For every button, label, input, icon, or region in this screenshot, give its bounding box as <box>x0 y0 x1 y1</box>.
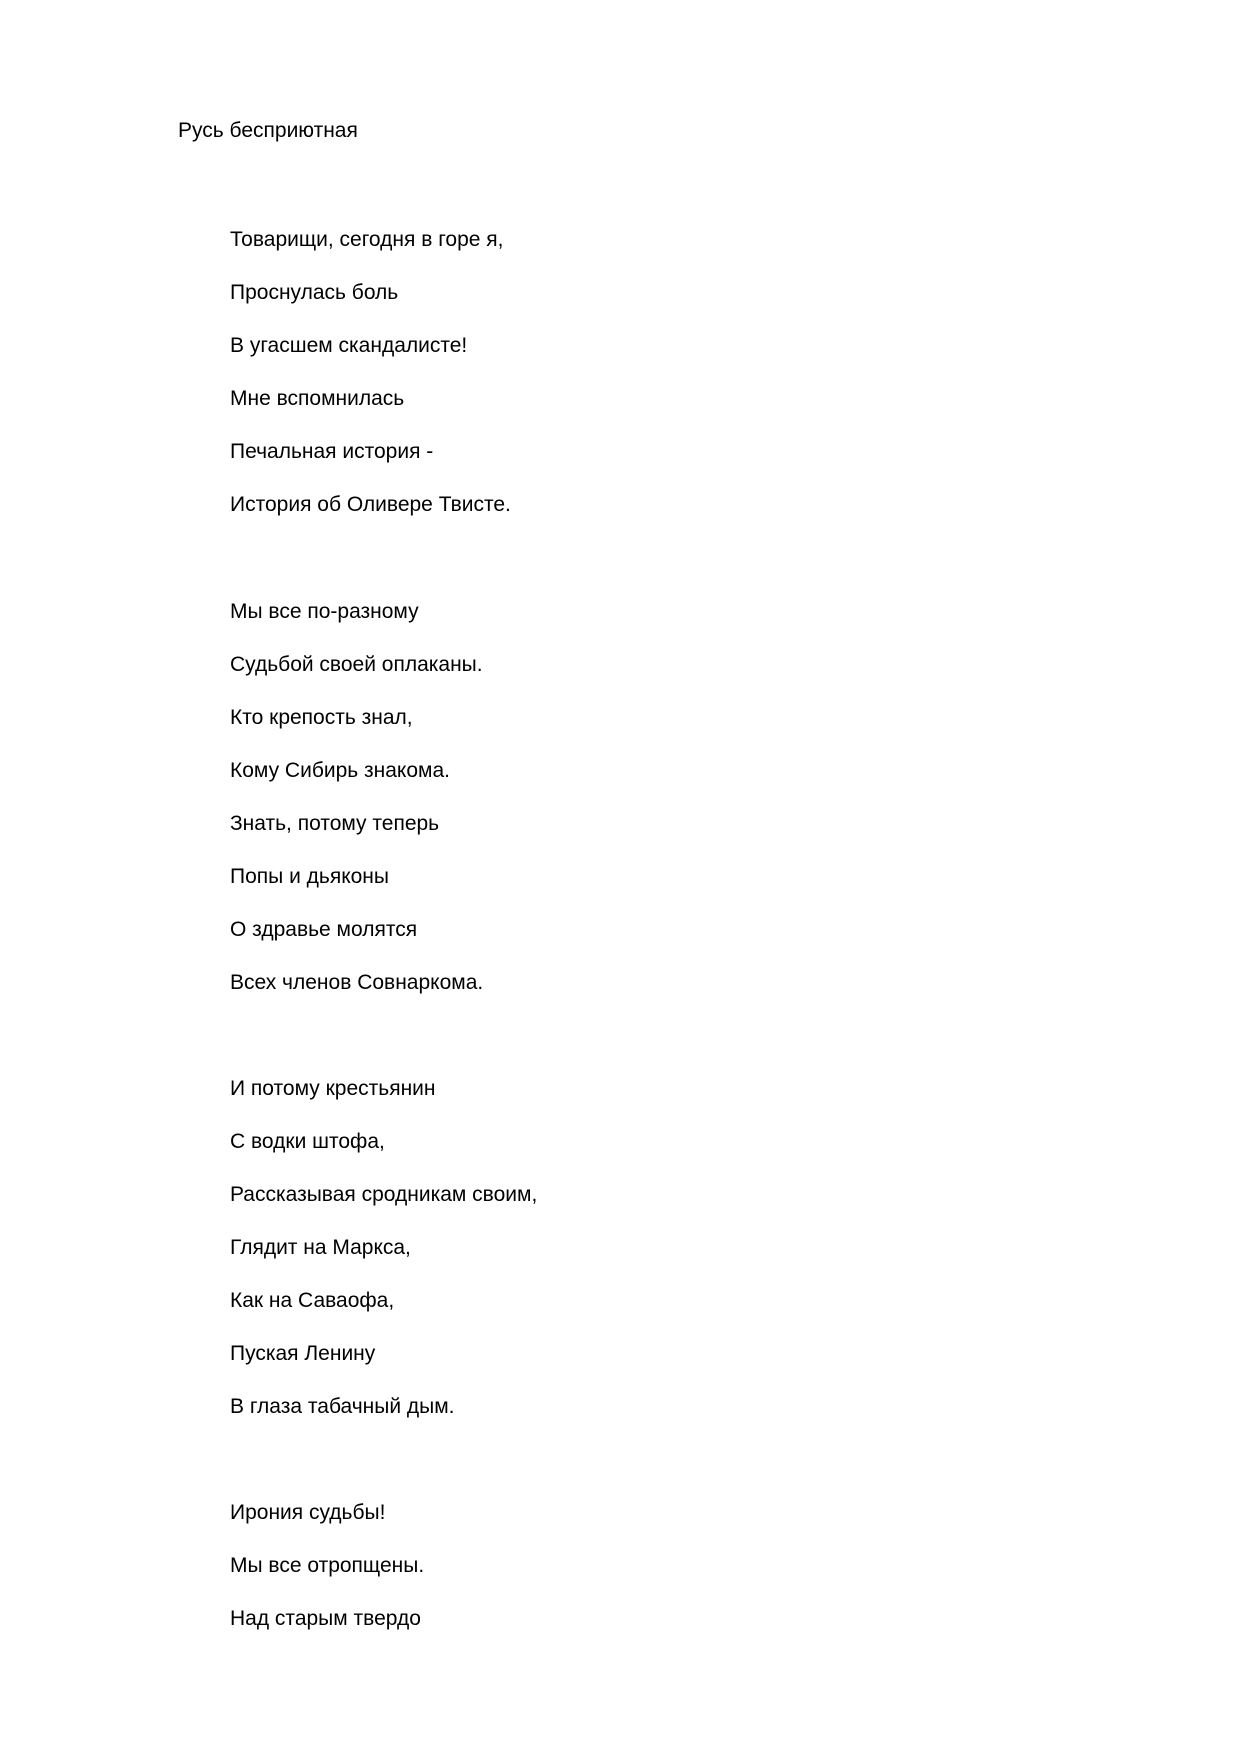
poem-line: Кому Сибирь знакома. <box>230 759 450 782</box>
poem-line: Всех членов Совнаркома. <box>230 971 484 994</box>
poem-line: Кто крепость знал, <box>230 706 413 729</box>
poem-line: Мы все по-разному <box>230 600 419 623</box>
poem-line: Над старым твердо <box>230 1607 421 1630</box>
poem-line: Мы все отропщены. <box>230 1554 425 1577</box>
poem-line: Товарищи, сегодня в горе я, <box>230 228 504 251</box>
poem-line: Знать, потому теперь <box>230 812 440 835</box>
poem-line: Глядит на Маркса, <box>230 1236 411 1259</box>
poem-line: Как на Саваофа, <box>230 1289 395 1312</box>
poem-line: Проснулась боль <box>230 281 399 304</box>
poem-line: В угасшем скандалисте! <box>230 334 468 357</box>
poem-line: Рассказывая сродникам своим, <box>230 1183 538 1206</box>
poem-line: Судьбой своей оплаканы. <box>230 653 483 676</box>
poem-line: В глаза табачный дым. <box>230 1395 455 1418</box>
poem-title: Русь бесприютная <box>178 119 358 142</box>
poem-line: Попы и дьяконы <box>230 865 389 888</box>
poem-line: И потому крестьянин <box>230 1077 436 1100</box>
poem-line: Печальная история - <box>230 440 434 463</box>
poem-line: История об Оливере Твисте. <box>230 493 511 516</box>
poem-line: О здравье молятся <box>230 918 418 941</box>
poem-line: Пуская Ленину <box>230 1342 376 1365</box>
poem-line: Ирония судьбы! <box>230 1501 386 1524</box>
poem-line: С водки штофа, <box>230 1130 385 1153</box>
poem-line: Мне вспомнилась <box>230 387 405 410</box>
